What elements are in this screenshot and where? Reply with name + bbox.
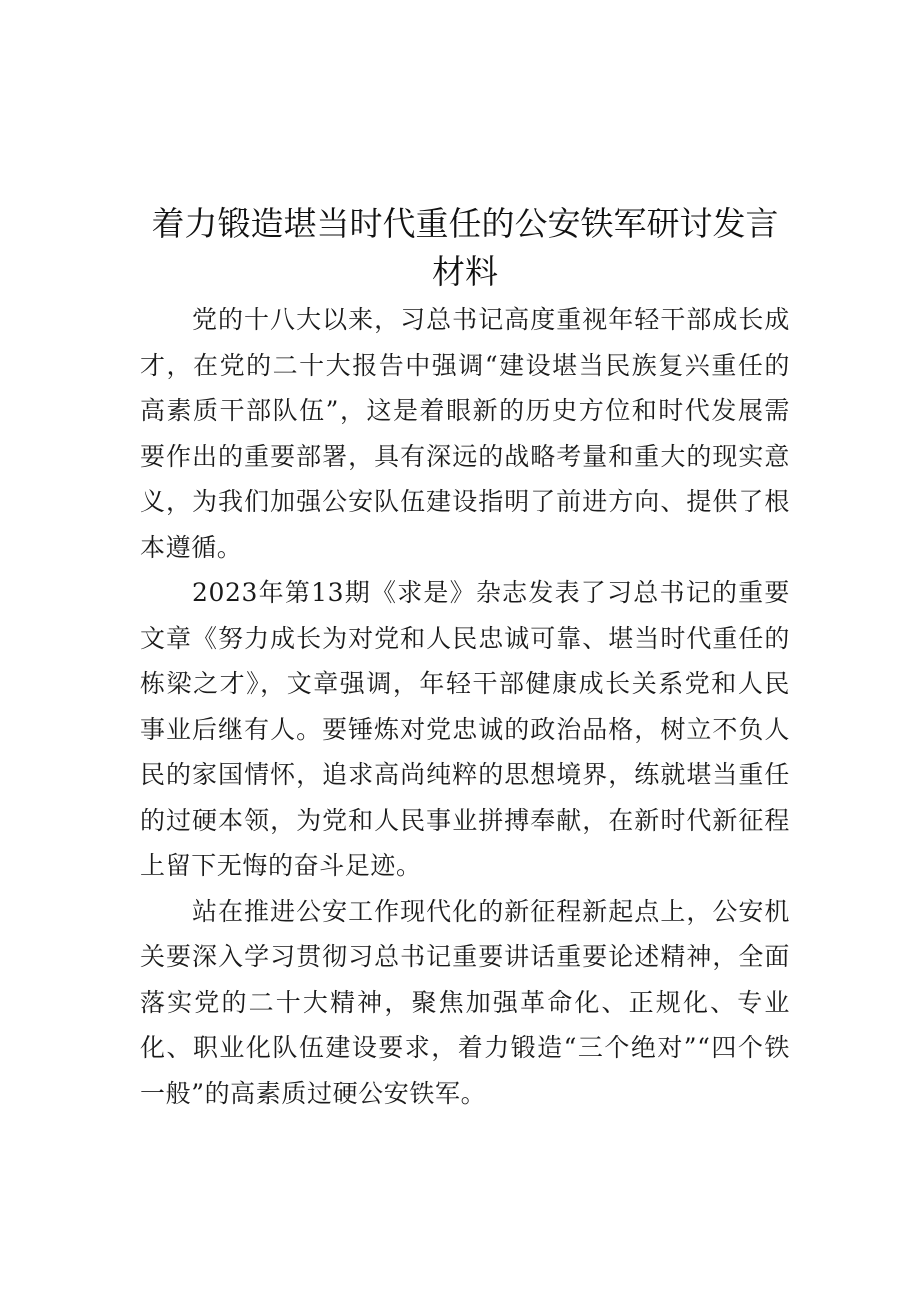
paragraph-intro: 党的十八大以来，习总书记高度重视年轻干部成长成才，在党的二十大报告中强调“建设堪当民族复兴重任的高素质干部队伍”，这是着眼新的历史方位和时代发展需要作出的重要部署，具有深远的战略考量和重大的现实意义，为我们加强公安队伍建设指明了前进方向、提供了根本遵循。 (140, 305, 790, 562)
document-body (140, 297, 790, 1116)
paragraph-public-security: 站在推进公安工作现代化的新征程新起点上，公安机关要深入学习贯彻习总书记重要讲话重要论述精神，全面落实党的二十大精神，聚焦加强革命化、正规化、专业化、职业化队伍建设要求，着力锻造“三个绝对”“四个铁一般”的高素质过硬公安铁军。 (140, 896, 790, 1108)
document-title: 着力锻造堪当时代重任的公安铁军研讨发言材料 (151, 204, 779, 291)
paragraph-qiushi-article: 2023年第13期《求是》杂志发表了习总书记的重要文章《努力成长为对党和人民忠诚可靠、堪当时代重任的栋梁之才》，文章强调，年轻干部健康成长关系党和人民事业后继有人。要锤炼对党忠诚的政治品格，树立不负人民的家国情怀，追求高尚纯粹的思想境界，练就堪当重任的过硬本领，为党和人民事业拼搏奉献，在新时代新征程上留下无悔的奋斗足迹。 (140, 578, 790, 880)
